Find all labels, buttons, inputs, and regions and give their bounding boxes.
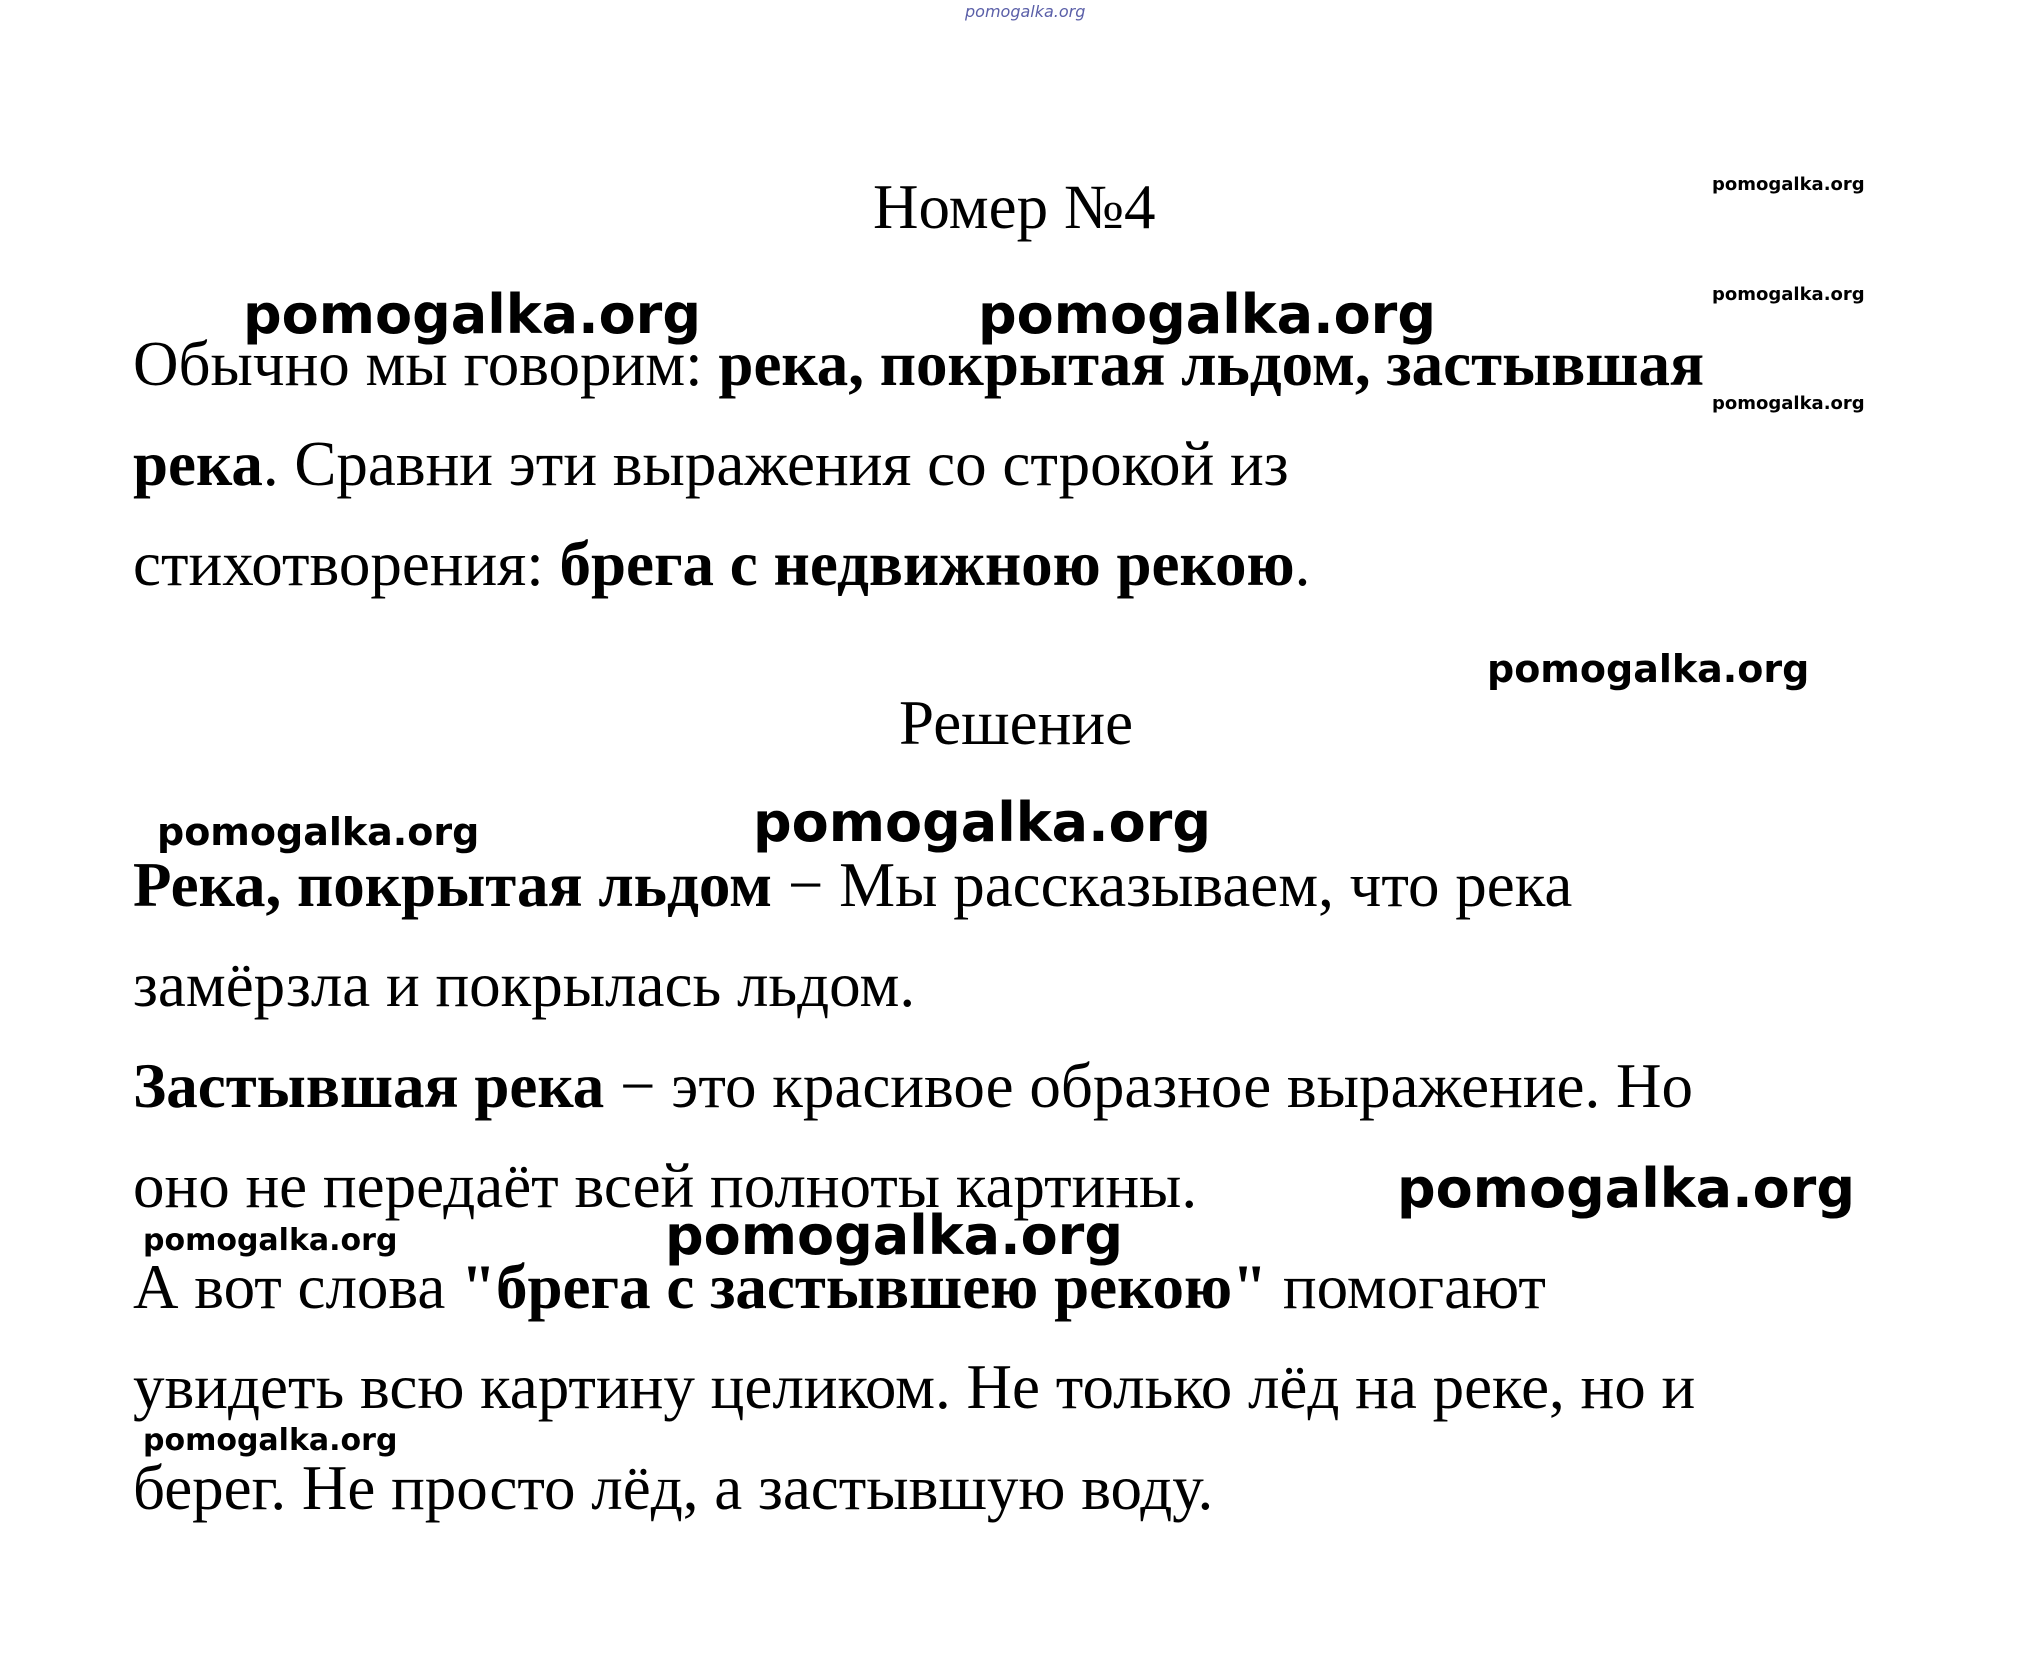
task-text: стихотворения: (133, 529, 560, 599)
task-bold-phrase: река, покрытая льдом, застывшая (718, 329, 1705, 399)
task-line-2 (133, 429, 1289, 499)
task-text: Обычно мы говорим: (133, 329, 719, 399)
page-title: Номер №4 (873, 172, 1156, 242)
solution-line (133, 1051, 1693, 1121)
watermark: pomogalka.org (1712, 174, 1865, 195)
task-bold-phrase: река (133, 429, 263, 499)
solution-line (133, 1453, 1214, 1523)
watermark: pomogalka.org (753, 791, 1211, 854)
solution-text: А вот слова (133, 1252, 462, 1322)
solution-line (133, 1352, 1696, 1422)
watermark: pomogalka.org (143, 1223, 398, 1258)
solution-bold-phrase: Застывшая река (133, 1051, 605, 1121)
watermark: pomogalka.org (157, 810, 480, 854)
watermark: pomogalka.org (143, 1423, 398, 1458)
solution-text: берег. Не просто лёд, а застывшую воду. (133, 1453, 1214, 1523)
solution-text: замёрзла и покрылась льдом. (133, 950, 916, 1020)
task-bold-phrase: брега с недвижною рекою (559, 529, 1295, 599)
watermark: pomogalka.org (1712, 284, 1865, 305)
watermark: pomogalka.org (243, 283, 701, 346)
solution-text: оно не передаёт всей полноты картины. (133, 1151, 1198, 1221)
watermark: pomogalka.org (1712, 393, 1865, 414)
solution-line (133, 950, 916, 1020)
task-text: . Сравни эти выражения со строкой из (262, 429, 1289, 499)
watermark: pomogalka.org (978, 283, 1436, 346)
solution-bold-phrase: "брега с застывшею рекою" (461, 1252, 1268, 1322)
solution-text: увидеть всю картину целиком. Не только лёд на реке, но и (133, 1352, 1696, 1422)
solution-bold-phrase: Река, покрытая льдом (133, 850, 773, 920)
solution-text: помогают (1267, 1252, 1546, 1322)
top-watermark: pomogalka.org (965, 2, 1086, 21)
task-line-3 (133, 529, 1311, 599)
watermark: pomogalka.org (1487, 647, 1810, 691)
solution-text: − Мы рассказываем, что река (772, 850, 1573, 920)
watermark: pomogalka.org (1397, 1157, 1855, 1220)
watermark: pomogalka.org (665, 1204, 1123, 1267)
solution-text: − это красивое образное выражение. Но (604, 1051, 1693, 1121)
task-text: . (1294, 529, 1311, 599)
solution-heading: Решение (899, 688, 1134, 758)
solution-line (133, 850, 1573, 920)
